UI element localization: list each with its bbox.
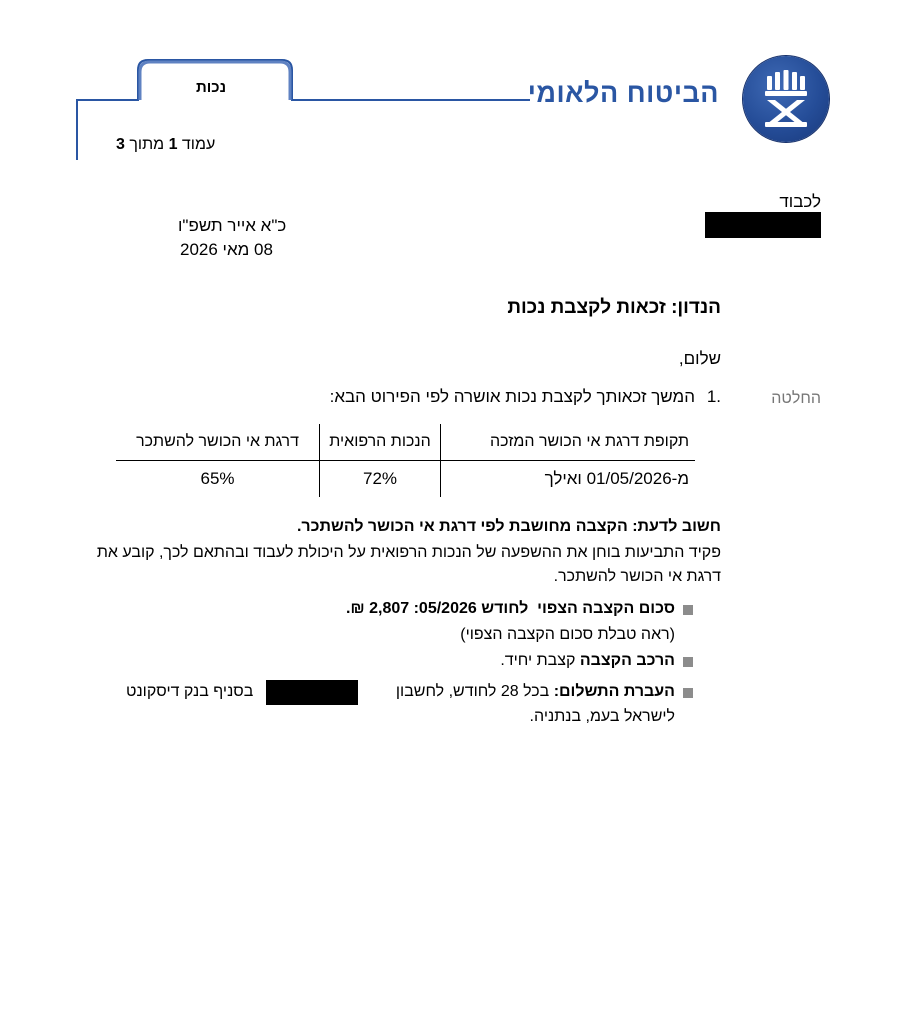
page-word: עמוד [181, 136, 216, 153]
payment-label: העברת התשלום: [553, 683, 675, 700]
important-note-body: פקיד התביעות בוחן את ההשפעה של הנכות הרפואית על היכולת לעבוד ובהתאם לכך, קובע את דרגת אי הכושר להשתכר. [96, 544, 721, 585]
expected-amount-month-prefix: לחודש [481, 600, 529, 617]
bullet-square-icon [683, 657, 693, 667]
cell-incapacity-degree: 65% [200, 469, 235, 488]
subject-text: זכאות לקצבת נכות [507, 297, 666, 318]
expected-amount-month: 05/2026 [418, 600, 477, 617]
decision-item-number: 1. [706, 387, 721, 406]
expected-amount-line: סכום הקצבה הצפוי לחודש 05/2026: 2,807 ₪. [346, 600, 675, 617]
greeting: שלום, [678, 349, 721, 368]
payment-text-3: לישראל בעמ, בנתניה. [529, 708, 675, 725]
important-note-title: חשוב לדעת: הקצבה מחושבת לפי דרגת אי הכושר להשתכר. [296, 518, 721, 535]
page-of-word: מתוך [129, 136, 165, 153]
bullet-square-icon [683, 688, 693, 698]
page-indicator [116, 136, 215, 154]
subject-line [507, 297, 721, 319]
gregorian-date: 08 מאי 2026 [180, 240, 273, 259]
subject-prefix: הנדון: [671, 297, 721, 318]
header-incapacity-degree: דרגת אי הכושר להשתכר [116, 424, 320, 461]
tab-disability[interactable]: נכות [196, 79, 227, 96]
brand-name: הביטוח הלאומי [527, 78, 719, 108]
composition-line [500, 652, 675, 670]
cell-period: מ-01/05/2026 ואילך [544, 469, 689, 488]
redacted-recipient-name [705, 212, 821, 238]
currency-symbol: ₪. [346, 600, 365, 617]
expected-amount-note: (ראה טבלת סכום הקצבה הצפוי) [460, 626, 675, 643]
to-label: לכבוד [779, 192, 821, 211]
decision-side-label: החלטה [771, 390, 821, 407]
composition-label: הרכב הקצבה [579, 652, 675, 669]
header-period: תקופת דרגת אי הכושר המזכה [441, 424, 696, 461]
payment-line-part1 [396, 683, 675, 701]
payment-text-1: בכל 28 לחודש, לחשבון [395, 683, 550, 700]
expected-amount-label: סכום הקצבה הצפוי [537, 600, 675, 617]
page-total: 3 [116, 136, 125, 153]
table-row [116, 461, 695, 498]
composition-value: קצבת יחיד. [500, 652, 576, 669]
hebrew-date: כ"א אייר תשפ"ו [178, 216, 287, 235]
btl-logo-icon [743, 56, 829, 142]
table-header-row [116, 424, 695, 461]
decision-item-text: המשך זכאותך לקצבת נכות אושרה לפי הפירוט הבא: [329, 387, 695, 406]
redacted-account-number [266, 680, 358, 705]
page-current: 1 [168, 136, 178, 153]
cell-medical-disability: 72% [320, 461, 441, 498]
header-medical-disability: הנכות הרפואית [320, 424, 441, 461]
entitlement-table [116, 424, 695, 497]
expected-amount-value: 2,807 [369, 600, 410, 617]
payment-text-2: בסניף בנק דיסקונט [126, 683, 254, 700]
bullet-square-icon [683, 605, 693, 615]
